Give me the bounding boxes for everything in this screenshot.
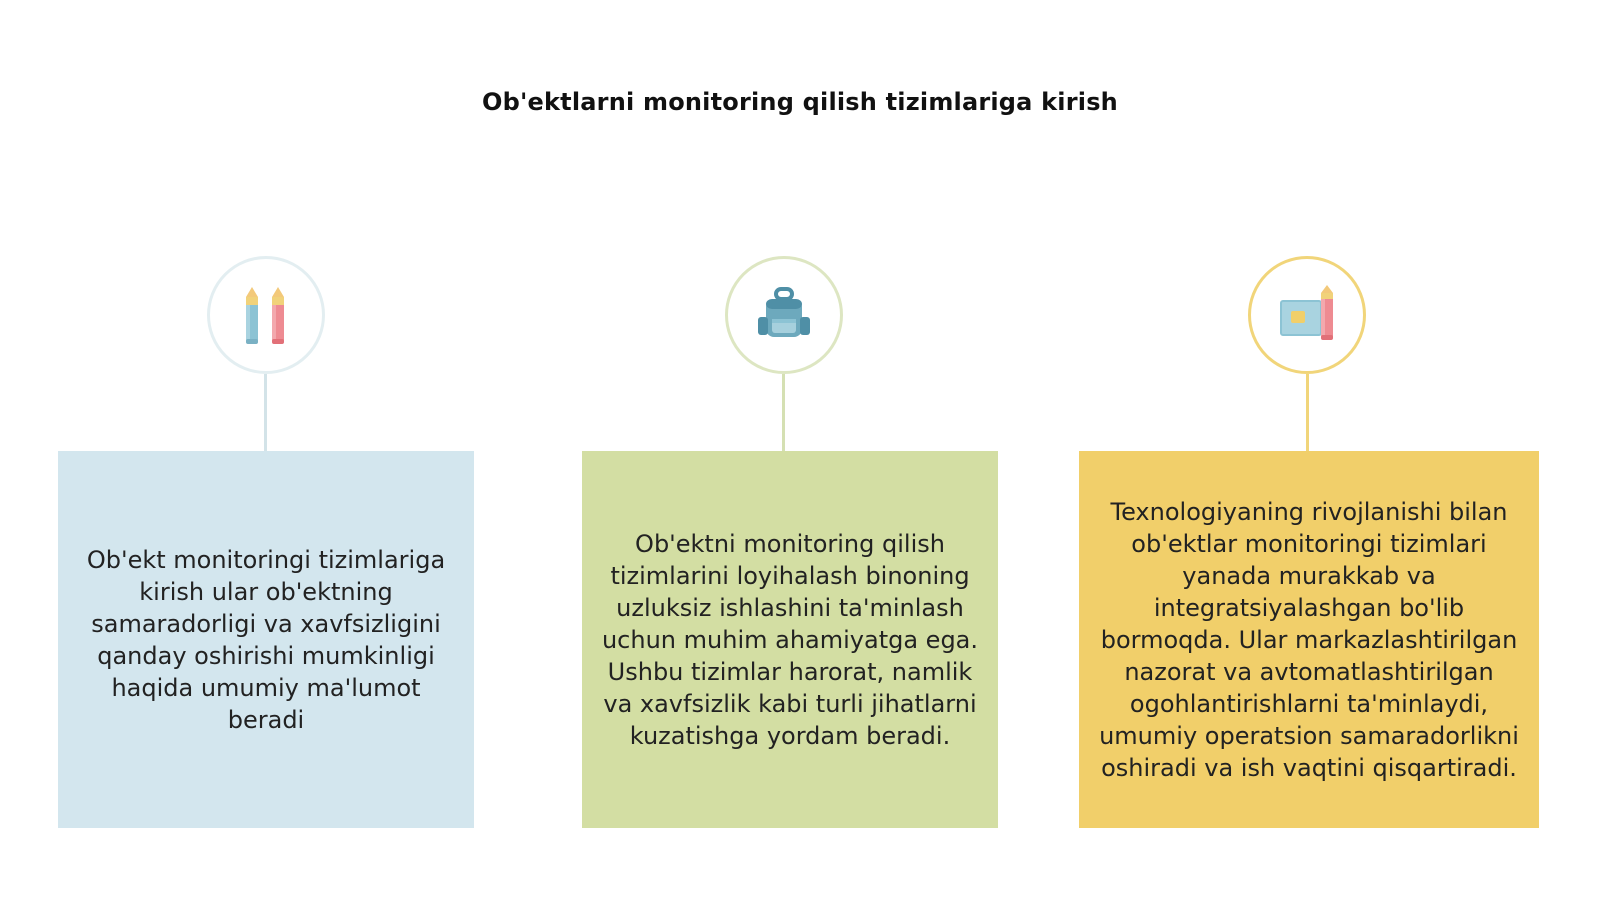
card-3 <box>1079 451 1539 828</box>
card-3-text: Texnologiyaning rivojlanishi bilan ob'ektlar monitoringi tizimlari yanada murakkab va integratsiyalashgan bo'lib bormoqda. Ular markazlashtirilgan nazorat va avtomatlashtirilgan ogohlantirishlarni ta'minlaydi, umumiy operatsion samaradorlikni oshiradi va ish vaqtini qisqartiradi. <box>1099 497 1519 782</box>
backpack-icon <box>752 283 816 347</box>
page-title: Ob'ektlarni monitoring qilish tizimlariga kirish <box>482 88 1118 116</box>
notebook-pencil-icon <box>1275 283 1339 347</box>
card-2 <box>582 451 998 828</box>
connector-line-1 <box>264 374 267 451</box>
card-1-text: Ob'ekt monitoringi tizimlariga kirish ular ob'ektning samaradorligi va xavfsizligini qanday oshirishi mumkinligi haqida umumiy ma'lumot beradi <box>86 545 446 734</box>
card-1 <box>58 451 474 828</box>
connector-line-2 <box>782 374 785 451</box>
connector-line-3 <box>1306 374 1309 451</box>
icon-circle-2 <box>725 256 843 374</box>
pencils-icon <box>236 283 296 347</box>
icon-circle-1 <box>207 256 325 374</box>
card-2-text: Ob'ektni monitoring qilish tizimlarini loyihalash binoning uzluksiz ishlashini ta'minlash uchun muhim ahamiyatga ega. Ushbu tizimlar harorat, namlik va xavfsizlik kabi turli jihatlarni kuzatishga yordam beradi. <box>601 529 979 750</box>
icon-circle-3 <box>1248 256 1366 374</box>
